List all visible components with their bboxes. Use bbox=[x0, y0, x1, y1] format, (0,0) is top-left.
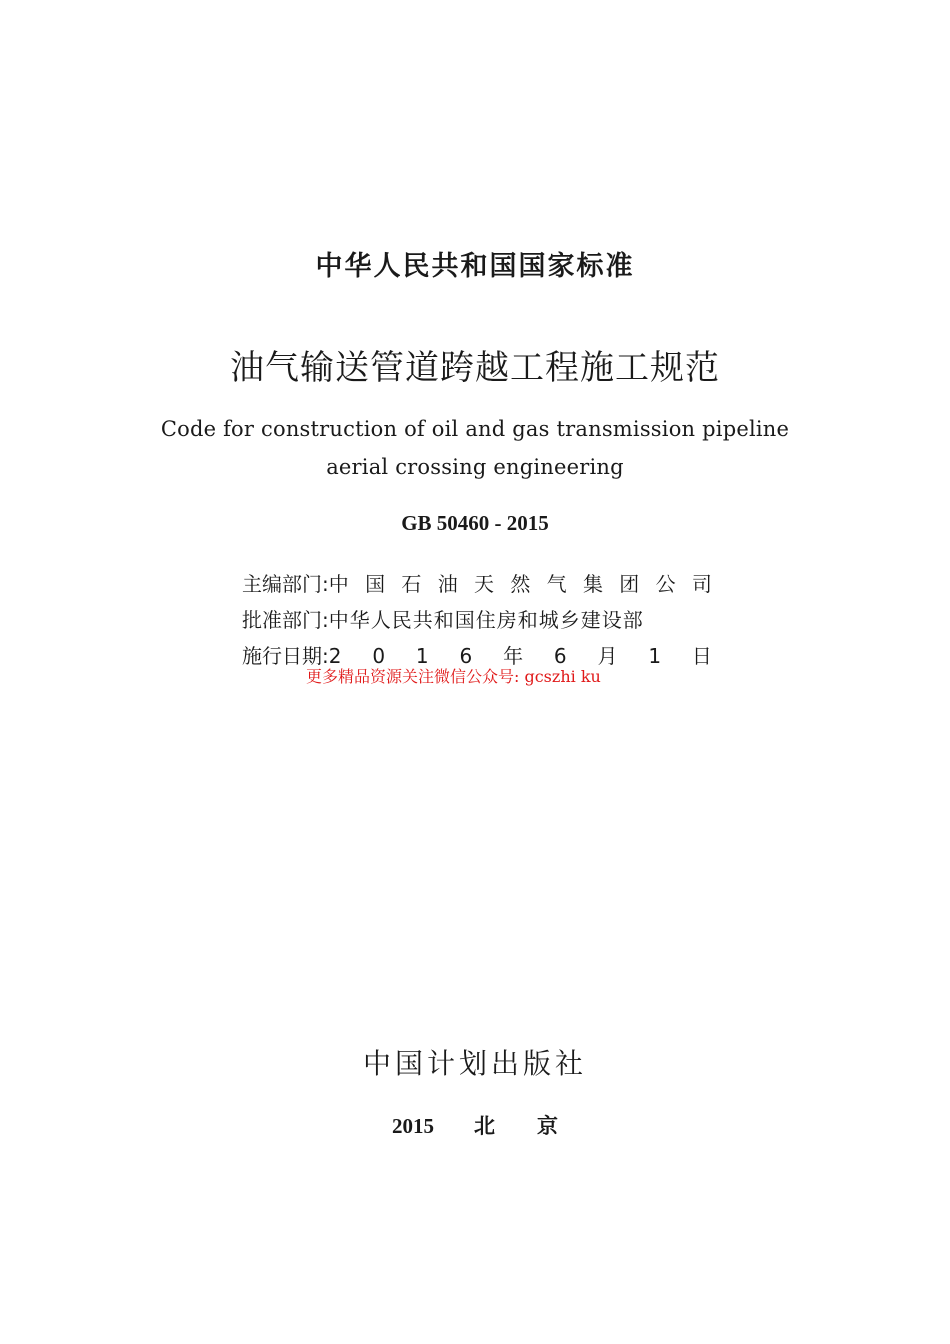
date-char: 1 bbox=[648, 644, 662, 668]
date-char: 6 bbox=[459, 644, 473, 668]
editor-char: 司 bbox=[691, 572, 712, 596]
editor-char: 中 bbox=[328, 572, 349, 596]
approver-label: 批准部门: bbox=[242, 608, 329, 632]
editor-char: 油 bbox=[437, 572, 458, 596]
approver-value: 中华人民共和国住房和城乡建设部 bbox=[328, 608, 644, 632]
date-char: 月 bbox=[597, 644, 618, 668]
publication-year: 2015 bbox=[392, 1114, 434, 1138]
editor-char: 团 bbox=[619, 572, 640, 596]
metadata-block bbox=[242, 566, 712, 674]
title-english-line-2: aerial crossing engineering bbox=[326, 455, 624, 479]
editor-label: 主编部门: bbox=[242, 572, 329, 596]
editor-char: 公 bbox=[655, 572, 676, 596]
publication-city: 北 京 bbox=[474, 1114, 558, 1138]
date-char: 日 bbox=[691, 644, 712, 668]
editor-char: 气 bbox=[546, 572, 567, 596]
date-char: 0 bbox=[372, 644, 386, 668]
editor-char: 石 bbox=[401, 572, 422, 596]
document-title-chinese: 油气输送管道跨越工程施工规范 bbox=[230, 348, 720, 388]
editor-value bbox=[329, 566, 712, 602]
date-char: 6 bbox=[553, 644, 567, 668]
watermark-text: 更多精品资源关注微信公众号: gcszhi ku bbox=[306, 667, 601, 686]
standard-code: GB 50460 - 2015 bbox=[401, 511, 549, 535]
editor-row bbox=[242, 566, 712, 602]
national-standard-heading: 中华人民共和国国家标准 bbox=[315, 251, 635, 282]
editor-char: 天 bbox=[474, 572, 494, 596]
title-english-line-1: Code for construction of oil and gas transmission pipeline bbox=[160, 417, 790, 441]
date-char: 年 bbox=[503, 644, 524, 668]
document-title-english bbox=[0, 410, 950, 486]
effective-date-label: 施行日期: bbox=[242, 644, 329, 668]
date-char: 2 bbox=[328, 644, 342, 668]
editor-char: 集 bbox=[582, 572, 603, 596]
editor-char: 国 bbox=[365, 572, 386, 596]
date-char: 1 bbox=[415, 644, 429, 668]
publisher-name: 中国计划出版社 bbox=[362, 1047, 587, 1080]
publication-year-place bbox=[0, 1110, 950, 1140]
approver-row bbox=[242, 602, 712, 638]
editor-char: 然 bbox=[510, 572, 531, 596]
